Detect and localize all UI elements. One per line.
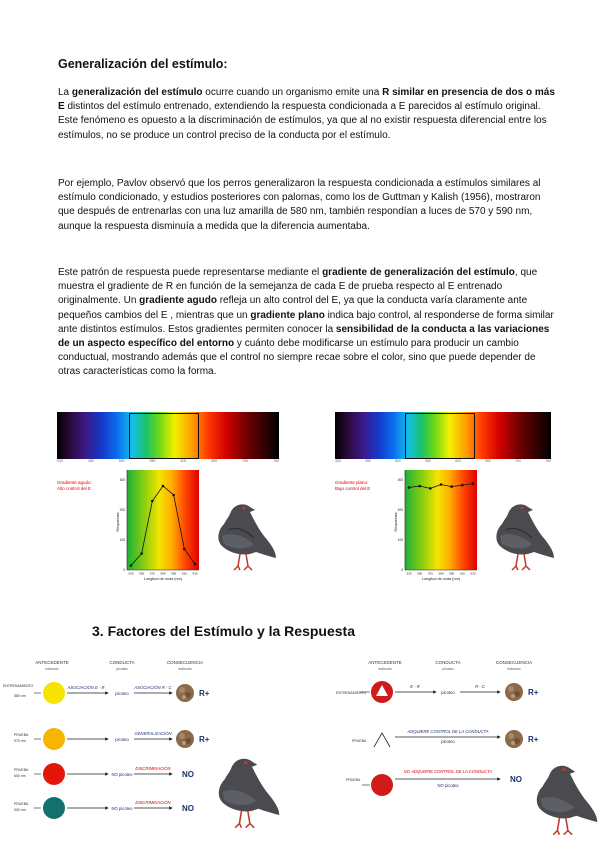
- paragraph-gradient: Este patrón de respuesta puede representarse mediante el gradiente de generalización del estímulo, que muestra el gradiente de R en función de la semejanza de cada E de prueba respecto al E entrenado originalmente. Un gradiente agudo refleja un alto control del E, ya que la conducta varía claramente ante pequeños cambios del E , mientras que un gradiente plano indica bajo control, al responderse de forma similar ante distintos estímulos. Estos gradientes permiten conocer la sensibilidad de la conducta a las variaciones de un aspecto específico del entorno y cuánto debe modificarse un estímulo para producir un cambio conductual, mostrando además que el control no siempre recae sobre el color, sino que puede depender de otras características como la forma.: [58, 267, 554, 378]
- row-label: PRUEBA: [346, 778, 361, 782]
- food-icon: [505, 683, 523, 701]
- tick-label: 500: [118, 459, 125, 463]
- data-point: [418, 485, 421, 488]
- food-icon: [505, 730, 523, 748]
- col-sub: estímulo: [507, 667, 521, 671]
- col-sub: estímulo: [45, 667, 59, 671]
- data-point: [472, 482, 475, 485]
- arrow-label: ASOCIACIÓN R - C: [134, 685, 172, 690]
- x-axis-label: Longitud de onda (nm): [421, 577, 461, 581]
- note-line: Alto control del E: [57, 486, 92, 491]
- selection-box: [129, 413, 199, 459]
- tick-label: 650: [485, 459, 491, 463]
- pigeon-image: [210, 496, 278, 572]
- data-point: [461, 484, 464, 487]
- row-label: ENTRENAMIENTO: [336, 691, 367, 695]
- col-sub: picoteo: [116, 667, 128, 671]
- col-header: CONDUCTA: [109, 660, 135, 665]
- sharp-gradient-chart: [115, 470, 205, 586]
- x-tick-label: 610: [181, 571, 187, 576]
- note-line: Bajo control del E: [335, 486, 371, 491]
- x-tick-label: 610: [459, 571, 465, 576]
- food-icon: [176, 730, 194, 748]
- outline-triangle-icon: [374, 733, 390, 747]
- y-axis-label: Respuestas: [116, 512, 120, 532]
- data-point: [172, 494, 175, 497]
- behavior-label: NO picoteo: [111, 806, 133, 811]
- tick-label: 750: [273, 459, 279, 463]
- y-tick-label: 200: [397, 508, 403, 512]
- y-tick-label: 0: [401, 568, 403, 572]
- y-tick-label: 100: [397, 538, 403, 542]
- arrow-label: ASOCIACIÓN E - R: [67, 685, 105, 690]
- arrow-label: DISCRIMINACIÓN: [135, 800, 171, 805]
- col-header: CONSECUENCIA: [495, 660, 533, 665]
- food-icon: [176, 684, 194, 702]
- y-axis-label: Respuestas: [394, 512, 398, 532]
- x-tick-label: 550: [139, 571, 145, 576]
- paragraph-example: Por ejemplo, Pavlov observó que los perros generalizaron la respuesta condicionada a estímulos similares al estímulo condicionado, y estudios posteriores con palomas, como los de Guttman y Kalish (1956), mostraron que después de entrenarlas con una luz amarilla de 580 nm, también respondían a luces de 570 y 590 nm, aunque la respuesta disminuía a medida que la diferencia aumentaba.: [58, 178, 541, 232]
- row-label: ENTRENAMIENTO: [3, 684, 34, 688]
- result-label: NO: [182, 770, 194, 779]
- tick-label: 400: [335, 459, 341, 463]
- y-tick-label: 100: [119, 538, 125, 542]
- data-point: [151, 500, 154, 503]
- result-label: NO: [182, 804, 194, 813]
- paragraph-definition: La generalización del estímulo ocurre cuando un organismo emite una R similar en presencia de dos o más E distintos del estímulo entrenado, extendiendo la respuesta condicionada a E parecidos al estímulo original. Este fenómeno es opuesto a la discriminación de estímulos, ya que al no existir respuesta diferencial entre los estímulos, no se produce un control preciso de la conducta por el estímulo.: [58, 87, 555, 141]
- arrow-label: ADQUIERE CONTROL DE LA CONDUCTA: [407, 729, 489, 734]
- tick-label: 750: [545, 459, 551, 463]
- row-label: PRUEBA: [352, 739, 367, 743]
- col-header: ANTECEDENTE: [368, 660, 402, 665]
- x-tick-label: 580: [438, 571, 444, 576]
- x-tick-label: 630: [470, 571, 476, 576]
- data-point: [429, 487, 432, 490]
- tick-label: 550: [149, 459, 156, 463]
- arrow-label: GENERALIZACIÓN: [134, 731, 172, 736]
- data-point: [162, 485, 165, 488]
- result-label: R+: [199, 689, 210, 698]
- tick-label: 700: [515, 459, 521, 463]
- data-point: [140, 552, 143, 555]
- pigeon-image: [488, 496, 556, 572]
- x-tick-label: 530: [128, 571, 134, 576]
- x-axis-label: Longitud de onda (nm): [143, 577, 183, 581]
- row-label: 500 nm: [14, 808, 26, 812]
- stimulus-light: [43, 682, 65, 704]
- stimulus-light: [371, 774, 393, 796]
- y-tick-label: 300: [119, 478, 125, 482]
- row-label: 570 nm: [14, 739, 26, 743]
- tick-label: 600: [180, 459, 187, 463]
- x-tick-label: 590: [171, 571, 177, 576]
- stimulus-light: [43, 763, 65, 785]
- selection-box: [405, 413, 475, 459]
- spectrum-ticks: [57, 459, 279, 465]
- behavior-label: NO picoteo: [437, 783, 459, 788]
- tick-label: 650: [211, 459, 218, 463]
- row-label: PRUEBA: [14, 802, 29, 806]
- col-header: CONSECUENCIA: [166, 660, 204, 665]
- data-point: [183, 548, 186, 551]
- data-point: [194, 563, 197, 566]
- spectrum-ticks: [335, 459, 551, 465]
- col-sub: picoteo: [442, 667, 454, 671]
- col-header: CONDUCTA: [435, 660, 461, 665]
- x-tick-label: 590: [449, 571, 455, 576]
- result-label: R+: [199, 735, 210, 744]
- sharp-gradient-note: [57, 480, 92, 492]
- data-point: [440, 483, 443, 486]
- row-label: PRUEBA: [14, 768, 29, 772]
- diagram-generalization: [0, 655, 300, 835]
- data-point: [408, 486, 411, 489]
- x-tick-label: 550: [417, 571, 423, 576]
- behavior-label: picoteo: [115, 691, 129, 696]
- note-line: Gradiente plano:: [335, 480, 369, 485]
- x-tick-label: 570: [427, 571, 433, 576]
- result-label: NO: [510, 775, 522, 784]
- col-sub: estímulo: [178, 667, 192, 671]
- data-point: [450, 485, 453, 488]
- section-heading: Generalización del estímulo:: [58, 57, 228, 71]
- y-tick-label: 200: [119, 508, 125, 512]
- behavior-label: picoteo: [441, 739, 455, 744]
- tick-label: 400: [57, 459, 63, 463]
- x-tick-label: 530: [406, 571, 412, 576]
- diagram-stimulus-control: [300, 655, 600, 835]
- flat-gradient-note: [335, 480, 370, 492]
- pigeon-image: [537, 766, 598, 835]
- arrow-label: E - R: [410, 684, 420, 689]
- result-label: R+: [528, 735, 539, 744]
- section3-title: 3. Factores del Estímulo y la Respuesta: [92, 623, 355, 639]
- col-sub: estímulo: [378, 667, 392, 671]
- figure-flat-gradient: [335, 412, 551, 581]
- note-line: Gradiente agudo:: [57, 480, 92, 485]
- tick-label: 700: [242, 459, 249, 463]
- tick-label: 450: [365, 459, 371, 463]
- result-label: R+: [528, 688, 539, 697]
- stimulus-light: [43, 728, 65, 750]
- tick-label: 600: [455, 459, 461, 463]
- col-header: ANTECEDENTE: [35, 660, 69, 665]
- behavior-label: NO picoteo: [111, 772, 133, 777]
- data-point: [130, 564, 133, 567]
- behavior-label: picoteo: [441, 690, 455, 695]
- figure-sharp-gradient: [57, 412, 279, 581]
- arrow-label: R - C: [475, 684, 485, 689]
- x-tick-label: 630: [192, 571, 198, 576]
- row-label: 580 nm: [14, 694, 26, 698]
- tick-label: 450: [87, 459, 94, 463]
- stimulus-light: [43, 797, 65, 819]
- y-tick-label: 300: [397, 478, 403, 482]
- row-label: PRUEBA: [14, 733, 29, 737]
- behavior-label: picoteo: [115, 737, 129, 742]
- pigeon-image: [219, 759, 280, 828]
- arrow-label: NO ADQUIERE CONTROL DE LA CONDUCTA: [403, 769, 493, 774]
- y-tick-label: 0: [123, 568, 125, 572]
- x-tick-label: 570: [149, 571, 155, 576]
- tick-label: 550: [425, 459, 431, 463]
- arrow-label: DISCRIMINACIÓN: [135, 766, 171, 771]
- tick-label: 500: [395, 459, 401, 463]
- flat-gradient-chart: [393, 470, 483, 586]
- x-tick-label: 580: [160, 571, 166, 576]
- row-label: 650 nm: [14, 774, 26, 778]
